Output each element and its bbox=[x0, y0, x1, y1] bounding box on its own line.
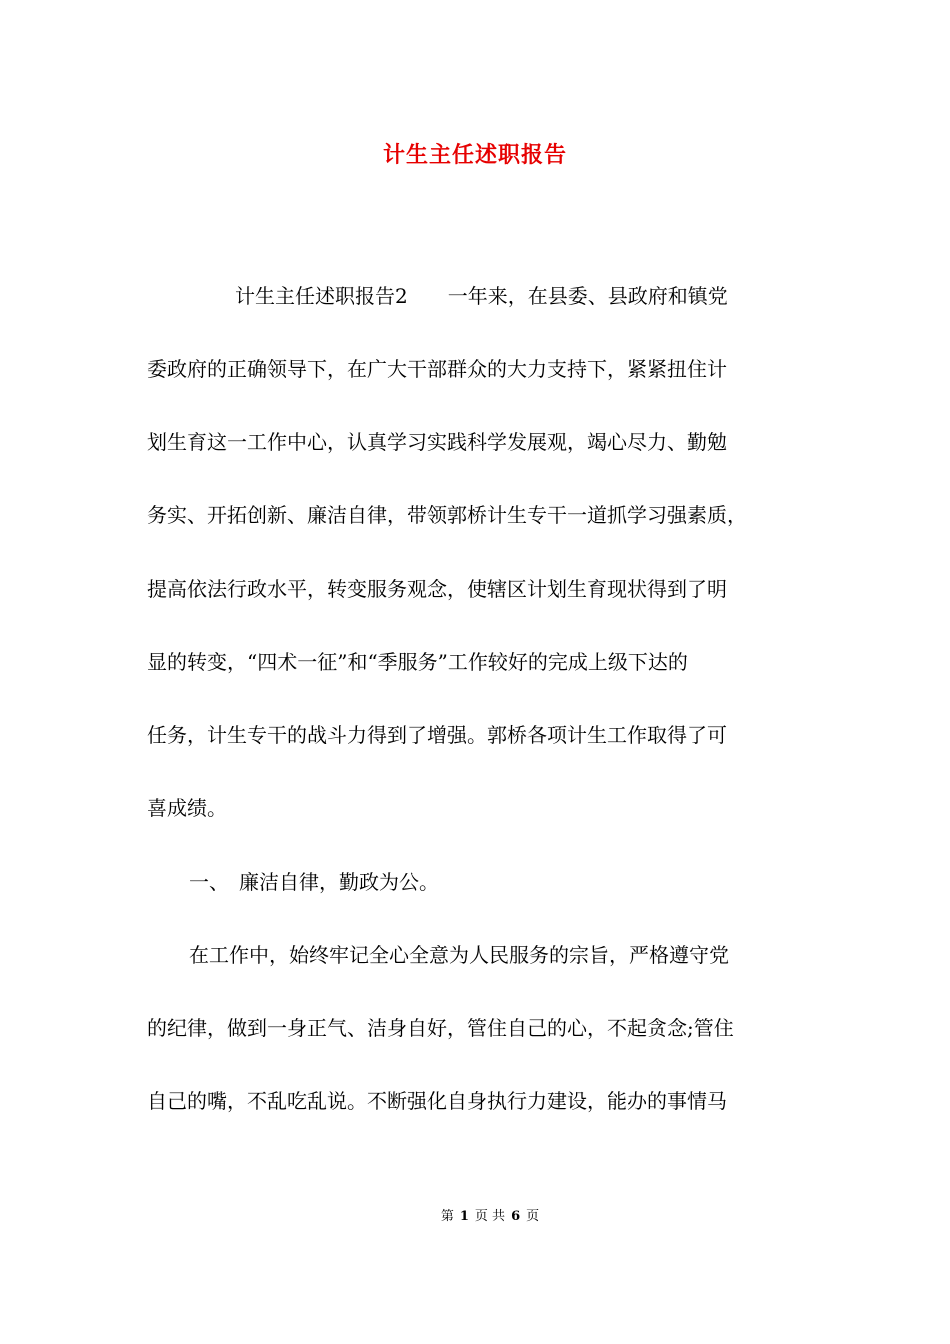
body-line-5: 提高依法行政水平，转变服务观念，使辖区计划生育现状得到了明 bbox=[147, 577, 727, 601]
body-line-11: 自己的嘴，不乱吃乱说。不断强化自身执行力建设，能办的事情马 bbox=[147, 1089, 727, 1113]
body-line-4: 务实、开拓创新、廉洁自律，带领郭桥计生专干一道抓学习强素质， bbox=[147, 503, 747, 527]
body-line-10: 的纪律，做到一身正气、洁身自好，管住自己的心，不起贪念;管住 bbox=[147, 1016, 734, 1040]
page-footer bbox=[0, 1207, 950, 1227]
body-line-3: 划生育这一工作中心，认真学习实践科学发展观，竭心尽力、勤勉 bbox=[147, 430, 727, 454]
body-line-7: 任务，计生专干的战斗力得到了增强。郭桥各项计生工作取得了可 bbox=[147, 723, 727, 747]
body-line-6: 显的转变，“四术一征”和“季服务”工作较好的完成上级下达的 bbox=[147, 650, 688, 674]
footer-middle: 页 共 bbox=[474, 1209, 506, 1224]
footer-total-pages: 6 bbox=[511, 1209, 521, 1224]
body-line-9: 在工作中，始终牢记全心全意为人民服务的宗旨，严格遵守党 bbox=[189, 943, 729, 967]
body-line-1: 计生主任述职报告2 一年来，在县委、县政府和镇党 bbox=[235, 284, 728, 308]
document-title: 计生主任述职报告 bbox=[382, 142, 567, 168]
body-line-8: 喜成绩。 bbox=[147, 796, 227, 820]
footer-suffix: 页 bbox=[526, 1209, 540, 1224]
footer-prefix: 第 bbox=[440, 1209, 454, 1224]
footer-current-page: 1 bbox=[459, 1209, 469, 1224]
section-heading-1: 一、 廉洁自律，勤政为公。 bbox=[189, 870, 439, 894]
body-line-2: 委政府的正确领导下，在广大干部群众的大力支持下，紧紧扭住计 bbox=[147, 357, 727, 381]
